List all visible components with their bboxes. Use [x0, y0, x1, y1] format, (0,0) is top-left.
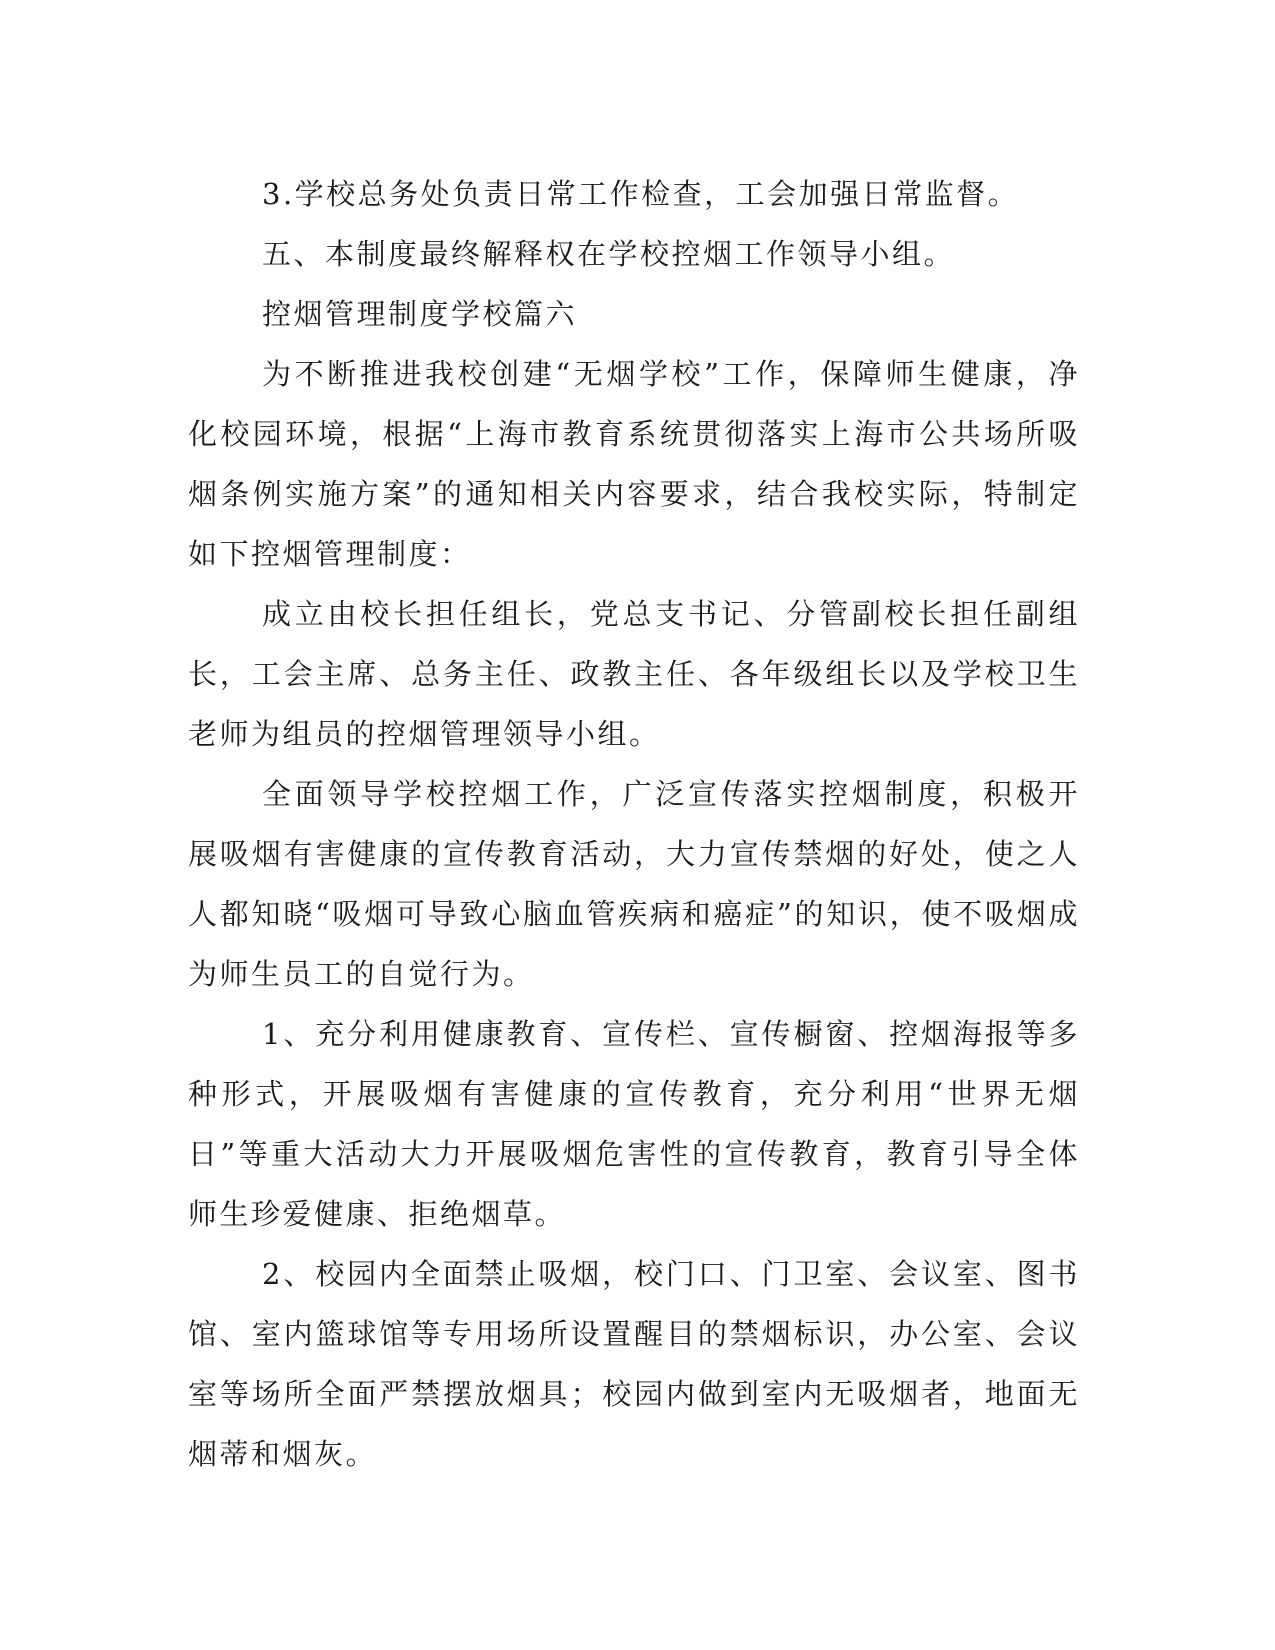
paragraph-measure-1: 1、充分利用健康教育、宣传栏、宣传橱窗、控烟海报等多种形式，开展吸烟有害健康的宣传教育，充分利用“世界无烟日”等重大活动大力开展吸烟危害性的宣传教育，教育引导全体师生珍爱健康、拒绝烟草。 [188, 1017, 1080, 1231]
paragraph-intro: 为不断推进我校创建“无烟学校”工作，保障师生健康，净化校园环境，根据“上海市教育系统贯彻落实上海市公共场所吸烟条例实施方案”的通知相关内容要求，结合我校实际，特制定如下控烟管理制度： [188, 357, 1080, 571]
paragraph-leadership-duties: 全面领导学校控烟工作，广泛宣传落实控烟制度，积极开展吸烟有害健康的宣传教育活动，大力宣传禁烟的好处，使之人人都知晓“吸烟可导致心脑血管疾病和癌症”的知识，使不吸烟成为师生员工的自觉行为。 [188, 777, 1080, 991]
paragraph-item-3: 3.学校总务处负责日常工作检查，工会加强日常监督。 [262, 177, 1020, 211]
paragraph-measure-2: 2、校园内全面禁止吸烟，校门口、门卫室、会议室、图书馆、室内篮球馆等专用场所设置醒目的禁烟标识，办公室、会议室等场所全面严禁摆放烟具；校园内做到室内无吸烟者，地面无烟蒂和烟灰。 [188, 1257, 1080, 1471]
document-body [188, 164, 1080, 1484]
paragraph-item-5: 五、本制度最终解释权在学校控烟工作领导小组。 [262, 237, 956, 271]
paragraph-leadership-group: 成立由校长担任组长，党总支书记、分管副校长担任副组长，工会主席、总务主任、政教主任、各年级组长以及学校卫生老师为组员的控烟管理领导小组。 [188, 597, 1080, 751]
section-heading: 控烟管理制度学校篇六 [262, 297, 578, 331]
